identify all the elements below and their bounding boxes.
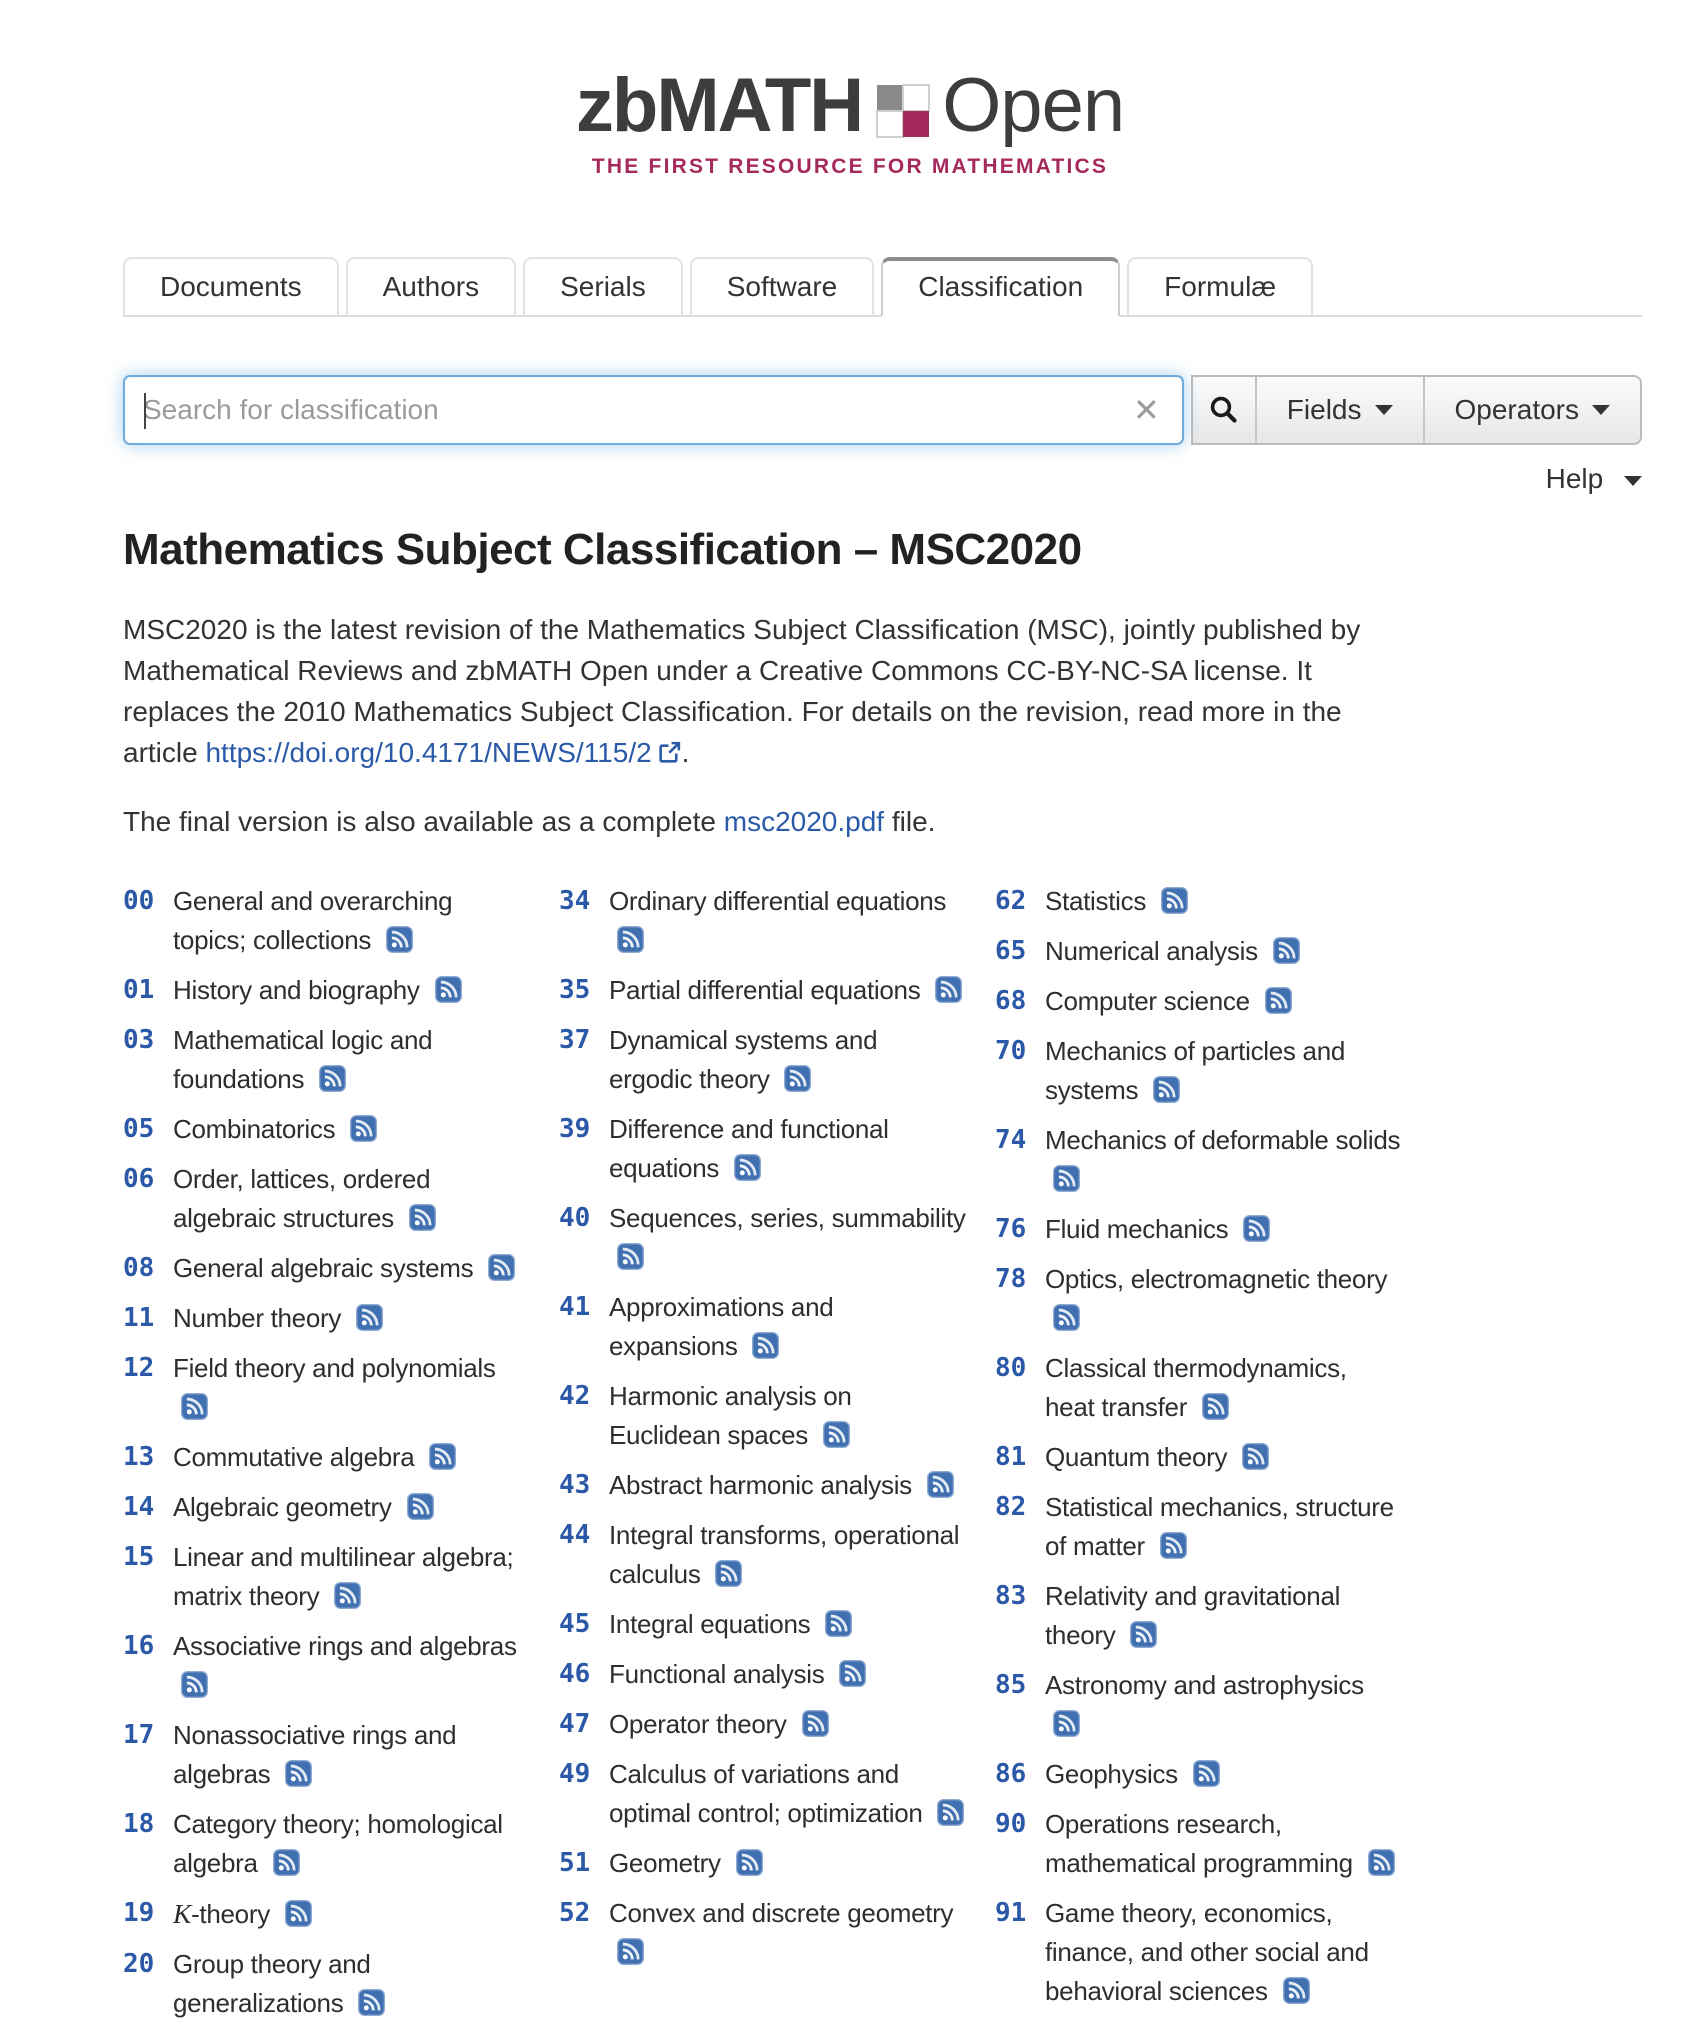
rss-icon[interactable] <box>1153 1076 1180 1103</box>
search-button-group <box>1191 375 1642 445</box>
msc-name[interactable]: Field theory and polynomials <box>173 1349 531 1427</box>
msc-code[interactable]: 19 <box>123 1898 155 1928</box>
rss-icon[interactable] <box>1130 1621 1157 1648</box>
fields-dropdown-button[interactable] <box>1257 377 1425 443</box>
msc-code[interactable]: 51 <box>559 1848 591 1878</box>
msc-column-1 <box>123 882 531 2034</box>
msc-item <box>995 1438 1403 1477</box>
text-caret <box>144 393 146 429</box>
msc-code[interactable]: 34 <box>559 886 591 916</box>
availability-paragraph: The final version is also available as a complete msc2020.pdf file. <box>123 806 936 837</box>
msc-name[interactable]: Calculus of variations and optimal control; optimization <box>609 1755 967 1833</box>
rss-icon[interactable] <box>356 1304 383 1331</box>
rss-icon[interactable] <box>825 1610 852 1637</box>
msc-column-3 <box>995 882 1403 2034</box>
page-title: Mathematics Subject Classification – MSC2020 <box>123 525 1082 574</box>
rss-icon[interactable] <box>736 1849 763 1876</box>
msc-item <box>995 1121 1403 1199</box>
msc-name[interactable]: Abstract harmonic analysis <box>609 1466 954 1505</box>
msc-name[interactable]: Classical thermodynamics, heat transfer <box>1045 1353 1347 1422</box>
msc-name[interactable]: Integral transforms, operational calculus <box>609 1520 960 1589</box>
msc-code[interactable]: 68 <box>995 986 1027 1016</box>
msc-item <box>559 1605 967 1644</box>
chevron-down-icon <box>1592 405 1610 415</box>
help-dropdown-link[interactable] <box>1546 463 1642 494</box>
operators-label: Operators <box>1454 394 1579 425</box>
msc-item <box>995 932 1403 971</box>
rss-icon[interactable] <box>285 1760 312 1787</box>
rss-icon[interactable] <box>617 1243 644 1270</box>
rss-icon[interactable] <box>935 976 962 1003</box>
rss-icon[interactable] <box>734 1154 761 1181</box>
rss-icon[interactable] <box>435 976 462 1003</box>
msc-code[interactable]: 46 <box>559 1659 591 1689</box>
msc-code[interactable]: 80 <box>995 1353 1027 1383</box>
rss-icon[interactable] <box>1161 887 1188 914</box>
msc-code[interactable]: 82 <box>995 1492 1027 1522</box>
msc-item <box>995 1805 1403 1883</box>
msc-code[interactable]: 74 <box>995 1125 1027 1155</box>
msc-item <box>995 1210 1403 1249</box>
main-container <box>123 257 1642 2034</box>
external-link-icon <box>657 740 682 765</box>
rss-icon[interactable] <box>429 1443 456 1470</box>
msc-item <box>559 1655 967 1694</box>
search-input-wrap <box>123 375 1184 445</box>
rss-icon[interactable] <box>1242 1443 1269 1470</box>
msc-code[interactable]: 45 <box>559 1609 591 1639</box>
msc-name[interactable]: Commutative algebra <box>173 1438 456 1477</box>
msc-code[interactable]: 35 <box>559 975 591 1005</box>
rss-icon[interactable] <box>1283 1977 1310 2004</box>
rss-icon[interactable] <box>937 1799 964 1826</box>
msc-name[interactable]: Mechanics of particles and systems <box>1045 1036 1346 1105</box>
msc2020-pdf-link[interactable]: msc2020.pdf <box>723 806 885 837</box>
msc-item <box>559 971 967 1010</box>
msc-name[interactable]: Combinatorics <box>173 1110 377 1149</box>
msc-item <box>123 1945 531 2023</box>
msc-item <box>559 1288 967 1366</box>
tab-software[interactable]: Software <box>690 257 875 317</box>
msc-code[interactable]: 47 <box>559 1709 591 1739</box>
msc-item <box>559 1516 967 1594</box>
msc-code[interactable]: 16 <box>123 1631 155 1661</box>
msc-item <box>123 1349 531 1427</box>
msc-item <box>123 1716 531 1794</box>
msc-name[interactable]: Category theory; homological algebra <box>173 1809 503 1878</box>
msc-name[interactable]: Optics, electromagnetic theory <box>1045 1260 1403 1338</box>
rss-icon[interactable] <box>181 1393 208 1420</box>
msc-name[interactable]: Order, lattices, ordered algebraic structures <box>173 1160 531 1238</box>
msc-item <box>123 1805 531 1883</box>
msc-name[interactable]: General and overarching topics; collections <box>173 886 453 955</box>
msc-name[interactable]: Relativity and gravitational theory <box>1045 1581 1341 1650</box>
msc-item <box>123 1538 531 1616</box>
msc-code[interactable]: 41 <box>559 1292 591 1322</box>
msc-code[interactable]: 11 <box>123 1303 155 1333</box>
msc-item <box>995 1666 1403 1744</box>
msc-name[interactable]: Operator theory <box>609 1705 829 1744</box>
logo-tagline: THE FIRST RESOURCE FOR MATHEMATICS <box>591 155 1109 178</box>
msc-code[interactable]: 76 <box>995 1214 1027 1244</box>
rss-icon[interactable] <box>319 1065 346 1092</box>
msc-name[interactable]: Statistics <box>1045 882 1188 921</box>
msc-code[interactable]: 14 <box>123 1492 155 1522</box>
msc-item <box>995 1488 1403 1566</box>
chevron-down-icon <box>1624 476 1642 486</box>
msc-code[interactable]: 70 <box>995 1036 1027 1066</box>
msc-item <box>123 1627 531 1705</box>
msc-item <box>559 1110 967 1188</box>
rss-icon[interactable] <box>273 1849 300 1876</box>
msc-code[interactable]: 52 <box>559 1898 591 1928</box>
rss-icon[interactable] <box>285 1900 312 1927</box>
msc-item <box>123 1488 531 1527</box>
msc-name[interactable]: Computer science <box>1045 982 1292 1021</box>
msc-item <box>995 882 1403 921</box>
zbmath-logo[interactable] <box>576 62 1124 149</box>
tab-documents[interactable]: Documents <box>123 257 339 317</box>
rss-icon[interactable] <box>823 1421 850 1448</box>
msc-item <box>995 1260 1403 1338</box>
msc-name[interactable]: Functional analysis <box>609 1655 866 1694</box>
msc-name[interactable]: Sequences, series, summability <box>609 1199 967 1277</box>
msc-name[interactable]: Ordinary differential equations <box>609 882 967 960</box>
msc-code[interactable]: 37 <box>559 1025 591 1055</box>
tab-serials[interactable]: Serials <box>523 257 683 317</box>
msc-item <box>559 1021 967 1099</box>
msc-item <box>123 1249 531 1288</box>
msc-name[interactable]: Linear and multilinear algebra; matrix theory <box>173 1542 514 1611</box>
msc-item <box>559 1705 967 1744</box>
msc-code[interactable]: 20 <box>123 1949 155 1979</box>
rss-icon[interactable] <box>839 1660 866 1687</box>
msc-code[interactable]: 13 <box>123 1442 155 1472</box>
msc-code[interactable]: 00 <box>123 886 155 916</box>
msc-code[interactable]: 08 <box>123 1253 155 1283</box>
msc-code[interactable]: 83 <box>995 1581 1027 1611</box>
rss-icon[interactable] <box>1202 1393 1229 1420</box>
msc-item <box>995 1755 1403 1794</box>
msc-item <box>995 1032 1403 1110</box>
msc-code[interactable]: 91 <box>995 1898 1027 1928</box>
msc-code[interactable]: 03 <box>123 1025 155 1055</box>
msc-code[interactable]: 05 <box>123 1114 155 1144</box>
msc-classification-list <box>123 882 1403 2034</box>
help-row <box>123 463 1642 495</box>
msc-code[interactable]: 86 <box>995 1759 1027 1789</box>
tab-classification[interactable]: Classification <box>881 257 1120 317</box>
rss-icon[interactable] <box>1265 987 1292 1014</box>
rss-icon[interactable] <box>752 1332 779 1359</box>
msc-name[interactable]: Mechanics of deformable solids <box>1045 1121 1403 1199</box>
msc-name[interactable]: Harmonic analysis on Euclidean spaces <box>609 1381 852 1450</box>
msc-item <box>123 882 531 960</box>
tab-content <box>123 525 1403 2034</box>
msc-code[interactable]: 81 <box>995 1442 1027 1472</box>
tab-authors[interactable]: Authors <box>346 257 517 317</box>
rss-icon[interactable] <box>1368 1849 1395 1876</box>
msc-item <box>559 1894 967 1972</box>
msc-name[interactable]: Geophysics <box>1045 1755 1220 1794</box>
msc-name[interactable]: Partial differential equations <box>609 971 962 1010</box>
doi-link[interactable]: https://doi.org/10.4171/NEWS/115/2 <box>205 737 652 768</box>
msc-name[interactable]: Nonassociative rings and algebras <box>173 1720 457 1789</box>
search-input[interactable] <box>143 377 1129 443</box>
rss-icon[interactable] <box>1053 1710 1080 1737</box>
msc-item <box>123 1021 531 1099</box>
msc-name[interactable]: Group theory and generalizations <box>173 1945 531 2023</box>
clear-icon[interactable]: ✕ <box>1132 392 1160 428</box>
fields-label: Fields <box>1286 394 1362 425</box>
msc-column-2 <box>559 882 967 2034</box>
chevron-down-icon <box>1375 405 1393 415</box>
magnifier-icon <box>1208 394 1240 426</box>
msc-item <box>559 1377 967 1455</box>
msc-code[interactable]: 43 <box>559 1470 591 1500</box>
rss-icon[interactable] <box>407 1493 434 1520</box>
math-k: K <box>173 1898 192 1929</box>
nav-tabs <box>123 257 1642 317</box>
search-button[interactable] <box>1193 377 1257 443</box>
rss-icon[interactable] <box>1160 1532 1187 1559</box>
intro-paragraph <box>123 609 1403 773</box>
rss-icon[interactable] <box>386 926 413 953</box>
msc-name[interactable]: Integral equations <box>609 1605 852 1644</box>
msc-code[interactable]: 18 <box>123 1809 155 1839</box>
rss-icon[interactable] <box>617 926 644 953</box>
rss-icon[interactable] <box>1193 1760 1220 1787</box>
rss-icon[interactable] <box>181 1671 208 1698</box>
intro-text: MSC2020 is the latest revision of the Mathematics Subject Classification (MSC), jointly published by Mathematical Reviews and zbMATH Open under a Creative Commons CC-BY-NC-SA license. It replaces the 2010 Mathematics Subject Classification. For details on the revision, read more in the article <box>123 614 1361 768</box>
msc-code[interactable]: 01 <box>123 975 155 1005</box>
msc-item <box>123 1438 531 1477</box>
msc-item <box>123 1894 531 1934</box>
msc-code[interactable]: 12 <box>123 1353 155 1383</box>
msc-code[interactable]: 44 <box>559 1520 591 1550</box>
help-label: Help <box>1545 463 1604 494</box>
rss-icon[interactable] <box>715 1560 742 1587</box>
msc-code[interactable]: 40 <box>559 1203 591 1233</box>
msc-name[interactable]: Algebraic geometry <box>173 1488 434 1527</box>
msc-code[interactable]: 42 <box>559 1381 591 1411</box>
zbmath-checker-square-icon <box>876 84 930 138</box>
msc-name[interactable]: Geometry <box>609 1844 763 1883</box>
msc-name[interactable]: Mathematical logic and foundations <box>173 1025 433 1094</box>
msc-code[interactable]: 65 <box>995 936 1027 966</box>
rss-icon[interactable] <box>1053 1165 1080 1192</box>
msc-name[interactable]: Astronomy and astrophysics <box>1045 1666 1403 1744</box>
msc-name[interactable]: Fluid mechanics <box>1045 1210 1270 1249</box>
msc-item <box>123 1299 531 1338</box>
msc-code[interactable]: 49 <box>559 1759 591 1789</box>
rss-icon[interactable] <box>802 1710 829 1737</box>
rss-icon[interactable] <box>1053 1304 1080 1331</box>
msc-item <box>995 1894 1403 2011</box>
operators-dropdown-button[interactable] <box>1425 377 1641 443</box>
rss-icon[interactable] <box>927 1471 954 1498</box>
msc-item <box>559 1755 967 1833</box>
msc-code[interactable]: 15 <box>123 1542 155 1572</box>
rss-icon[interactable] <box>409 1204 436 1231</box>
msc-code[interactable]: 17 <box>123 1720 155 1750</box>
msc-name[interactable]: Convex and discrete geometry <box>609 1894 967 1972</box>
logo-text-zbmath: zbMATH <box>575 63 863 148</box>
msc-name[interactable]: Quantum theory <box>1045 1438 1269 1477</box>
msc-name[interactable]: Number theory <box>173 1299 383 1338</box>
msc-item <box>559 1466 967 1505</box>
logo-text-open: Open <box>942 63 1125 148</box>
rss-icon[interactable] <box>334 1582 361 1609</box>
msc-code[interactable]: 85 <box>995 1670 1027 1700</box>
msc-name[interactable]: Operations research, mathematical programming <box>1045 1805 1403 1883</box>
site-header <box>0 0 1700 179</box>
msc-name[interactable]: Approximations and expansions <box>609 1292 834 1361</box>
msc-item <box>995 1577 1403 1655</box>
rss-icon[interactable] <box>1273 937 1300 964</box>
msc-item <box>559 1199 967 1277</box>
msc-code[interactable]: 90 <box>995 1809 1027 1839</box>
msc-name[interactable]: History and biography <box>173 971 462 1010</box>
msc-name[interactable]: Statistical mechanics, structure of matter <box>1045 1492 1394 1561</box>
rss-icon[interactable] <box>358 1989 385 2016</box>
msc-code[interactable]: 06 <box>123 1164 155 1194</box>
msc-name[interactable]: Dynamical systems and ergodic theory <box>609 1025 878 1094</box>
msc-item <box>123 1160 531 1238</box>
msc-item <box>995 1349 1403 1427</box>
msc-name[interactable]: Numerical analysis <box>1045 932 1300 971</box>
msc-code[interactable]: 39 <box>559 1114 591 1144</box>
rss-icon[interactable] <box>784 1065 811 1092</box>
msc-name[interactable]: Game theory, economics, finance, and other social and behavioral sciences <box>1045 1898 1369 2006</box>
rss-icon[interactable] <box>1243 1215 1270 1242</box>
rss-icon[interactable] <box>350 1115 377 1142</box>
msc-item <box>123 971 531 1010</box>
rss-icon[interactable] <box>488 1254 515 1281</box>
msc-code[interactable]: 78 <box>995 1264 1027 1294</box>
intro-after-link: . <box>681 737 690 768</box>
msc-name[interactable]: General algebraic systems <box>173 1249 515 1288</box>
msc-name[interactable]: Difference and functional equations <box>609 1114 889 1183</box>
rss-icon[interactable] <box>617 1938 644 1965</box>
msc-item <box>559 1844 967 1883</box>
msc-name[interactable]: K-theory <box>173 1894 312 1934</box>
msc-item <box>123 1110 531 1149</box>
msc-code[interactable]: 62 <box>995 886 1027 916</box>
msc-item <box>559 882 967 960</box>
tab-formulæ[interactable]: Formulæ <box>1127 257 1313 317</box>
search-bar <box>123 375 1642 445</box>
msc-name[interactable]: Associative rings and algebras <box>173 1627 531 1705</box>
msc-item <box>995 982 1403 1021</box>
